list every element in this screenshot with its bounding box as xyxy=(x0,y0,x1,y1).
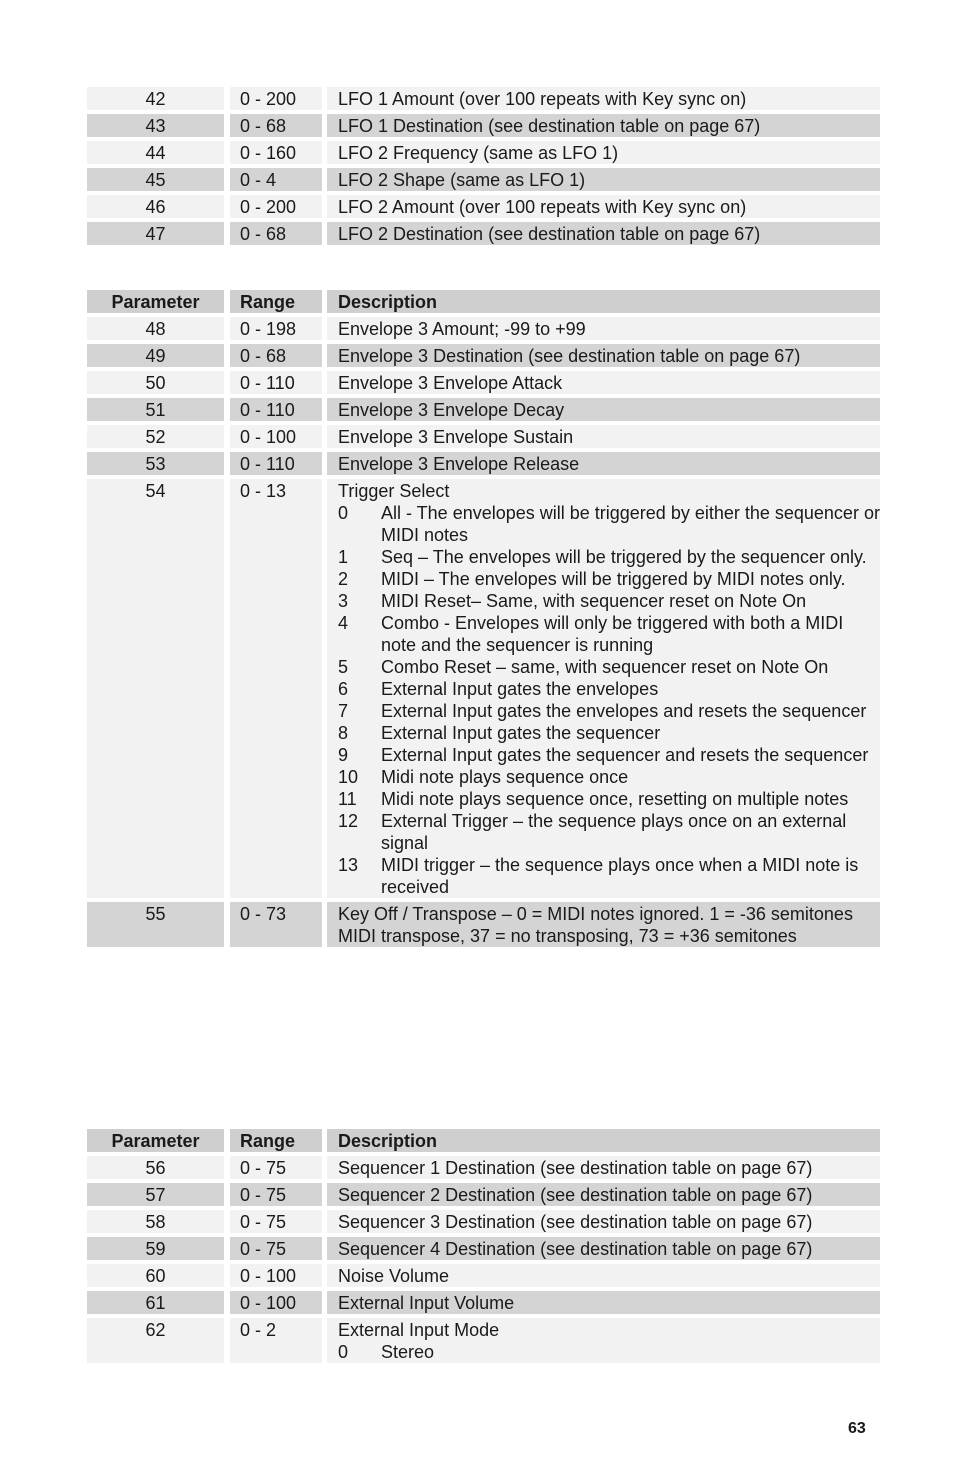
range-cell: 0 - 75 xyxy=(230,1183,322,1206)
param-cell: 45 xyxy=(87,168,224,191)
range-cell: 0 - 100 xyxy=(230,425,322,448)
table-header xyxy=(87,290,880,313)
range-cell: 0 - 110 xyxy=(230,452,322,475)
description-cell: Key Off / Transpose – 0 = MIDI notes ignored. 1 = -36 semitones MIDI transpose, 37 = no transposing, 73 = +36 semitones xyxy=(327,902,880,947)
table-row-external-input-mode xyxy=(87,1318,880,1363)
table-row-trigger-select xyxy=(87,479,880,898)
option-number: 4 xyxy=(338,613,349,633)
description-cell xyxy=(327,479,880,898)
list-item xyxy=(338,612,880,656)
range-cell: 0 - 68 xyxy=(230,344,322,367)
table-row xyxy=(87,1210,880,1233)
option-text: All - The envelopes will be triggered by either the sequencer or MIDI notes xyxy=(381,503,880,545)
table-row xyxy=(87,1156,880,1179)
option-text: MIDI trigger – the sequence plays once when a MIDI note is received xyxy=(381,855,859,897)
trigger-select-title: Trigger Select xyxy=(338,481,450,501)
external-input-mode-title: External Input Mode xyxy=(338,1320,500,1340)
param-cell: 60 xyxy=(87,1264,224,1287)
list-item xyxy=(338,744,880,766)
description-cell: Envelope 3 Envelope Sustain xyxy=(327,425,880,448)
param-cell: 61 xyxy=(87,1291,224,1314)
option-text: Stereo xyxy=(381,1342,435,1362)
option-number: 0 xyxy=(338,503,349,523)
list-item xyxy=(338,854,880,898)
list-item xyxy=(338,568,880,590)
list-item xyxy=(338,722,880,744)
table-row-key-off xyxy=(87,902,880,947)
header-range: Range xyxy=(230,290,322,313)
table-row xyxy=(87,317,880,340)
option-number: 0 xyxy=(338,1342,349,1362)
param-cell: 52 xyxy=(87,425,224,448)
range-cell: 0 - 160 xyxy=(230,141,322,164)
range-cell: 0 - 200 xyxy=(230,87,322,110)
range-cell: 0 - 13 xyxy=(230,479,322,898)
range-cell: 0 - 75 xyxy=(230,1156,322,1179)
list-item xyxy=(338,546,880,568)
description-cell: LFO 1 Destination (see destination table on page 67) xyxy=(327,114,880,137)
table-row xyxy=(87,344,880,367)
option-text: MIDI – The envelopes will be triggered by MIDI notes only. xyxy=(381,569,846,589)
mode-options-list xyxy=(338,1341,880,1363)
list-item xyxy=(338,502,880,546)
param-cell: 50 xyxy=(87,371,224,394)
description-cell: Envelope 3 Envelope Decay xyxy=(327,398,880,421)
range-cell: 0 - 68 xyxy=(230,114,322,137)
range-cell: 0 - 2 xyxy=(230,1318,322,1363)
trigger-options-list xyxy=(338,502,880,898)
option-number: 3 xyxy=(338,591,349,611)
param-cell: 49 xyxy=(87,344,224,367)
option-number: 11 xyxy=(338,789,357,809)
description-cell: LFO 2 Amount (over 100 repeats with Key sync on) xyxy=(327,195,880,218)
range-cell: 0 - 73 xyxy=(230,902,322,947)
description-cell: Envelope 3 Amount; -99 to +99 xyxy=(327,317,880,340)
table-row xyxy=(87,425,880,448)
param-cell: 53 xyxy=(87,452,224,475)
param-cell: 57 xyxy=(87,1183,224,1206)
table-header xyxy=(87,1129,880,1152)
option-text: External Input gates the envelopes and resets the sequencer xyxy=(381,701,867,721)
table-row xyxy=(87,1183,880,1206)
list-item xyxy=(338,678,880,700)
page-number: 63 xyxy=(848,1420,866,1437)
list-item xyxy=(338,810,880,854)
option-number: 7 xyxy=(338,701,349,721)
table-row xyxy=(87,1237,880,1260)
list-item xyxy=(338,1341,880,1363)
description-cell: Envelope 3 Destination (see destination table on page 67) xyxy=(327,344,880,367)
param-cell: 48 xyxy=(87,317,224,340)
table-row xyxy=(87,114,880,137)
range-cell: 0 - 110 xyxy=(230,398,322,421)
description-cell: LFO 2 Frequency (same as LFO 1) xyxy=(327,141,880,164)
description-cell: Sequencer 2 Destination (see destination table on page 67) xyxy=(327,1183,880,1206)
table-row xyxy=(87,371,880,394)
table-row xyxy=(87,222,880,245)
option-text: MIDI Reset– Same, with sequencer reset on Note On xyxy=(381,591,807,611)
option-text: Midi note plays sequence once xyxy=(381,767,629,787)
header-parameter: Parameter xyxy=(87,290,224,313)
description-cell xyxy=(327,1318,880,1363)
list-item xyxy=(338,656,880,678)
option-text: Seq – The envelopes will be triggered by the sequencer only. xyxy=(381,547,867,567)
range-cell: 0 - 198 xyxy=(230,317,322,340)
option-text: External Trigger – the sequence plays once on an external signal xyxy=(381,811,847,853)
option-number: 8 xyxy=(338,723,349,743)
sequencer-parameter-table xyxy=(87,1129,880,1363)
list-item xyxy=(338,766,880,788)
param-cell: 54 xyxy=(87,479,224,898)
option-text: External Input gates the sequencer and resets the sequencer xyxy=(381,745,869,765)
header-description: Description xyxy=(327,1129,880,1152)
range-cell: 0 - 75 xyxy=(230,1210,322,1233)
range-cell: 0 - 100 xyxy=(230,1291,322,1314)
list-item xyxy=(338,590,880,612)
header-range: Range xyxy=(230,1129,322,1152)
description-cell: Envelope 3 Envelope Attack xyxy=(327,371,880,394)
description-cell: Sequencer 3 Destination (see destination table on page 67) xyxy=(327,1210,880,1233)
option-number: 12 xyxy=(338,811,359,831)
header-description: Description xyxy=(327,290,880,313)
table-row xyxy=(87,1291,880,1314)
table-row xyxy=(87,398,880,421)
description-cell: LFO 2 Shape (same as LFO 1) xyxy=(327,168,880,191)
param-cell: 55 xyxy=(87,902,224,947)
option-number: 1 xyxy=(338,547,349,567)
option-text: Combo Reset – same, with sequencer reset on Note On xyxy=(381,657,829,677)
option-number: 2 xyxy=(338,569,349,589)
list-item xyxy=(338,700,880,722)
option-number: 13 xyxy=(338,855,359,875)
param-cell: 44 xyxy=(87,141,224,164)
range-cell: 0 - 200 xyxy=(230,195,322,218)
range-cell: 0 - 4 xyxy=(230,168,322,191)
option-text: Combo - Envelopes will only be triggered with both a MIDI note and the sequencer is running xyxy=(381,613,844,655)
table-row xyxy=(87,195,880,218)
table-row xyxy=(87,168,880,191)
header-parameter: Parameter xyxy=(87,1129,224,1152)
table-row xyxy=(87,87,880,110)
list-item xyxy=(338,788,880,810)
range-cell: 0 - 75 xyxy=(230,1237,322,1260)
option-number: 9 xyxy=(338,745,349,765)
range-cell: 0 - 110 xyxy=(230,371,322,394)
description-cell: Sequencer 1 Destination (see destination table on page 67) xyxy=(327,1156,880,1179)
option-text: Midi note plays sequence once, resetting on multiple notes xyxy=(381,789,849,809)
param-cell: 58 xyxy=(87,1210,224,1233)
table-row xyxy=(87,452,880,475)
option-text: External Input gates the sequencer xyxy=(381,723,661,743)
param-cell: 46 xyxy=(87,195,224,218)
description-cell: Noise Volume xyxy=(327,1264,880,1287)
option-text: External Input gates the envelopes xyxy=(381,679,659,699)
param-cell: 62 xyxy=(87,1318,224,1363)
table-row xyxy=(87,1264,880,1287)
option-number: 5 xyxy=(338,657,349,677)
param-cell: 59 xyxy=(87,1237,224,1260)
description-cell: External Input Volume xyxy=(327,1291,880,1314)
param-cell: 42 xyxy=(87,87,224,110)
option-number: 6 xyxy=(338,679,349,699)
lfo-parameter-table xyxy=(87,87,880,245)
param-cell: 43 xyxy=(87,114,224,137)
param-cell: 47 xyxy=(87,222,224,245)
description-cell: LFO 1 Amount (over 100 repeats with Key sync on) xyxy=(327,87,880,110)
param-cell: 56 xyxy=(87,1156,224,1179)
description-cell: Sequencer 4 Destination (see destination table on page 67) xyxy=(327,1237,880,1260)
range-cell: 0 - 100 xyxy=(230,1264,322,1287)
description-cell: LFO 2 Destination (see destination table on page 67) xyxy=(327,222,880,245)
table-row xyxy=(87,141,880,164)
envelope-parameter-table xyxy=(87,290,880,947)
range-cell: 0 - 68 xyxy=(230,222,322,245)
param-cell: 51 xyxy=(87,398,224,421)
description-cell: Envelope 3 Envelope Release xyxy=(327,452,880,475)
option-number: 10 xyxy=(338,767,359,787)
